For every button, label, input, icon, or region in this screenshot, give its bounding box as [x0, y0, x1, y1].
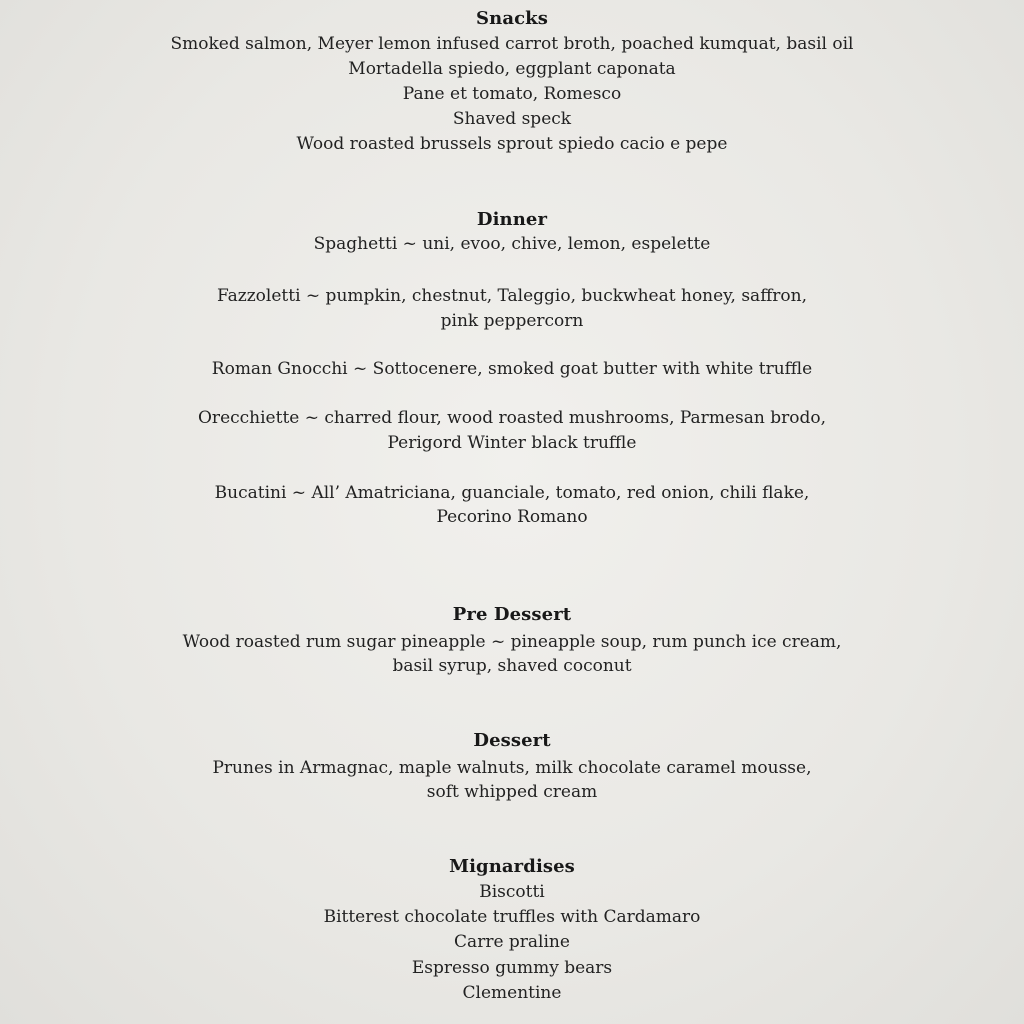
mignardises-heading: Mignardises — [449, 856, 575, 877]
dessert-item: soft whipped cream — [426, 782, 598, 802]
dessert-heading: Dessert — [473, 730, 551, 751]
dinner-item: Spaghetti ~ uni, evoo, chive, lemon, espelette — [313, 234, 711, 254]
dinner-item: Orecchiette ~ charred flour, wood roasted mushrooms, Parmesan brodo, — [198, 408, 826, 428]
dinner-heading: Dinner — [476, 209, 548, 230]
mignardises-item: Carre praline — [454, 932, 570, 952]
snacks-item: Mortadella spiedo, eggplant caponata — [348, 59, 676, 79]
mignardises-item: Biscotti — [479, 882, 545, 902]
pre-dessert-item: basil syrup, shaved coconut — [392, 656, 632, 676]
snacks-item: Pane et tomato, Romesco — [402, 84, 622, 104]
snacks-item: Wood roasted brussels sprout spiedo cacio e pepe — [296, 134, 728, 154]
mignardises-item: Espresso gummy bears — [411, 958, 613, 978]
mignardises-item: Bitterest chocolate truffles with Cardamaro — [323, 907, 701, 927]
pre-dessert-heading: Pre Dessert — [452, 604, 572, 625]
dinner-item: pink peppercorn — [440, 311, 584, 331]
snacks-item: Shaved speck — [452, 109, 572, 129]
mignardises-item: Clementine — [462, 983, 562, 1003]
pre-dessert-item: Wood roasted rum sugar pineapple ~ pineapple soup, rum punch ice cream, — [182, 632, 842, 652]
dinner-item: Pecorino Romano — [436, 507, 588, 527]
dinner-item: Perigord Winter black truffle — [387, 433, 637, 453]
dinner-item: Roman Gnocchi ~ Sottocenere, smoked goat butter with white truffle — [211, 359, 813, 379]
snacks-item: Smoked salmon, Meyer lemon infused carrot broth, poached kumquat, basil oil — [170, 34, 854, 54]
dinner-item: Bucatini ~ All’ Amatriciana, guanciale, tomato, red onion, chili flake, — [214, 483, 810, 503]
dessert-item: Prunes in Armagnac, maple walnuts, milk chocolate caramel mousse, — [212, 758, 812, 778]
snacks-heading: Snacks — [476, 8, 548, 29]
dinner-item: Fazzoletti ~ pumpkin, chestnut, Taleggio, buckwheat honey, saffron, — [216, 286, 807, 306]
